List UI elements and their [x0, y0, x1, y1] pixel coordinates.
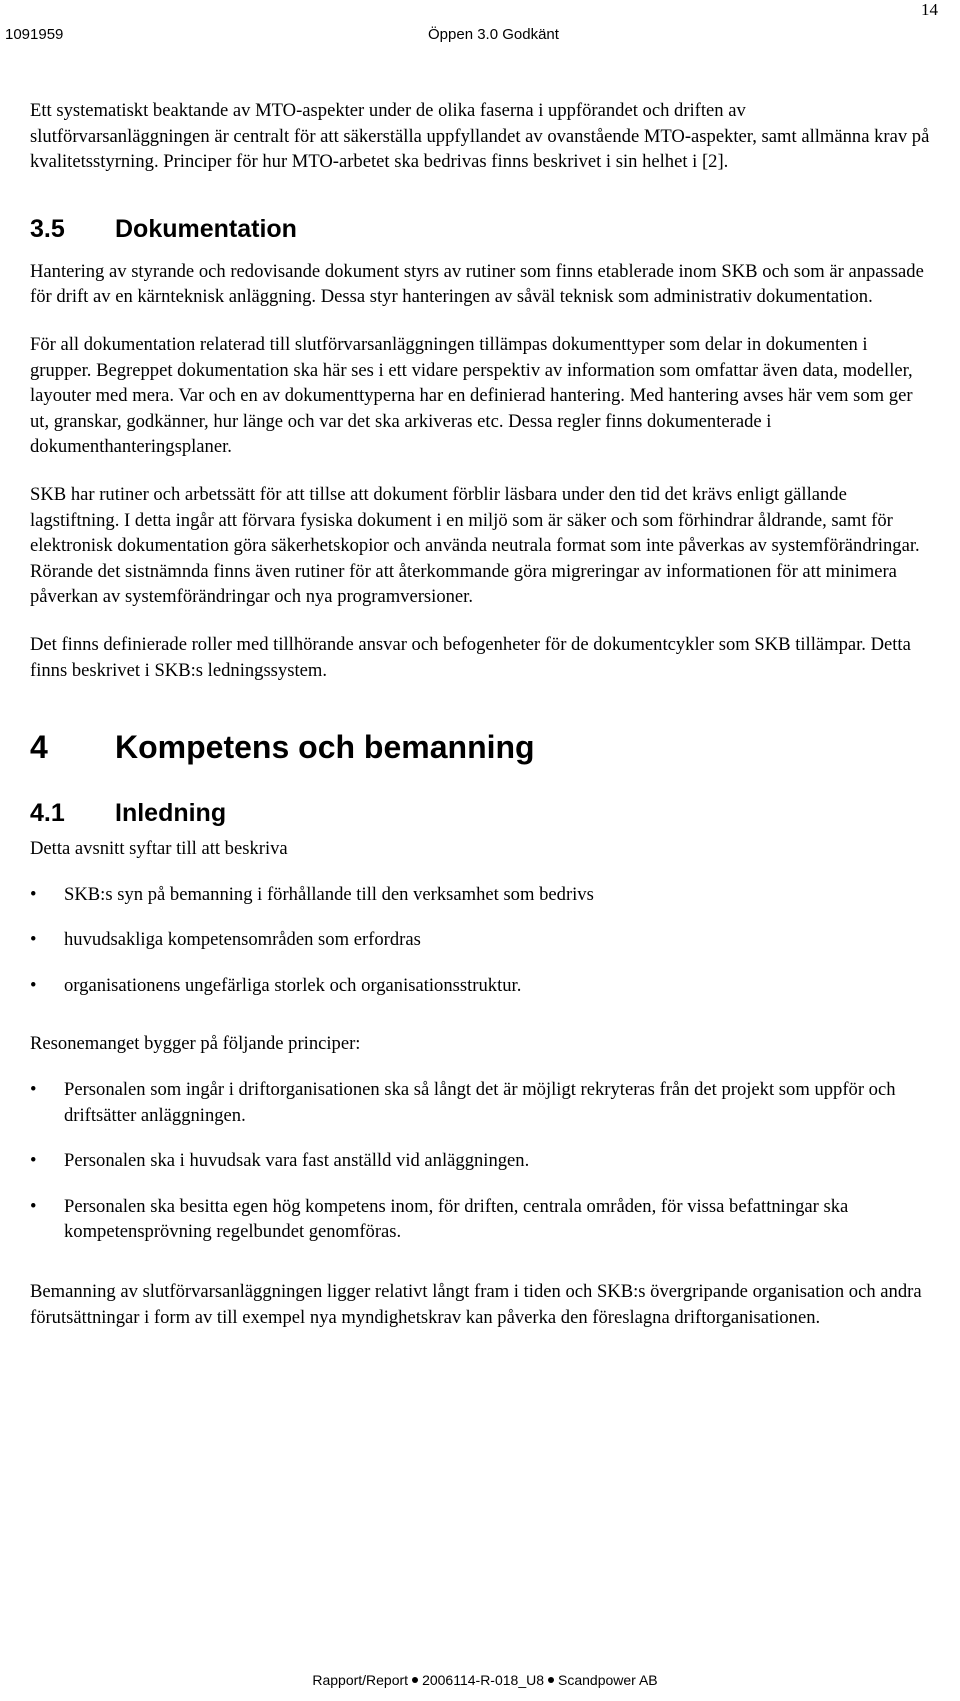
bullet-icon: • [30, 883, 37, 905]
closing-paragraph: Bemanning av slutförvarsanläggningen ligger relativt långt fram i tiden och SKB:s övergripande organisation och andra förutsättningar i form av till exempel nya myndighetskrav kan påverka den föreslagna driftorganisationen. [30, 1281, 922, 1328]
intro-paragraph: Ett systematiskt beaktande av MTO-aspekter under de olika faserna i uppförandet och driften av slutförvarsanläggningen är centralt för att säkerställa uppfyllandet av ovanstående MTO-aspekter, samt allmänna krav på kvalitetsstyrning. Principer för hur MTO-arbetet ska bedrivas finns beskrivet i sin helhet i [2]. [30, 100, 930, 173]
bullet-list-scope [30, 882, 930, 999]
chapter-number: 4 [30, 729, 48, 766]
bullet-separator-icon [548, 1677, 554, 1683]
principles-intro: Resonemanget bygger på följande principer: [30, 1033, 361, 1055]
bullet-separator-icon [412, 1677, 418, 1683]
section-heading-4-1 [30, 798, 930, 828]
footer-report-number: 2006114-R-018_U8 [422, 1672, 545, 1688]
section-heading-3-5 [30, 214, 930, 244]
bullet-icon: • [30, 974, 37, 996]
paragraph: För all dokumentation relaterad till slutförvarsanläggningen tillämpas dokumenttyper som delar in dokumenten i grupper. Begreppet dokumentation ska här ses i ett vidare perspektiv av information som omfattar även data, modeller, layouter med mera. Var och en av dokumenttyperna har en definierad hantering. Med hantering avses här vem som ger ut, granskar, godkänner, hur länge och var det ska arkiveras etc. Dessa regler finns dokumenterade i dokumenthanteringsplaner. [30, 333, 913, 458]
list-item: • SKB:s syn på bemanning i förhållande till den verksamhet som bedrivs [30, 882, 930, 908]
bullet-icon: • [30, 1195, 37, 1217]
document-status: Öppen 3.0 Godkänt [428, 26, 559, 43]
bullet-icon: • [30, 1150, 37, 1172]
footer-report-label: Rapport/Report [312, 1672, 409, 1688]
paragraph: Hantering av styrande och redovisande dokument styrs av rutiner som finns etablerade inom SKB och som är anpassade för drift av en kärnteknisk anläggning. Dessa styr hanteringen av såväl teknisk som administrativ dokumentation. [30, 260, 924, 308]
section-number: 4.1 [30, 799, 65, 828]
list-item: • huvudsakliga kompetensområden som erfordras [30, 927, 930, 953]
footer-company: Scandpower AB [558, 1672, 658, 1688]
page-footer [295, 1672, 675, 1688]
list-item: • Personalen ska besitta egen hög kompetens inom, för driften, centrala områden, för vissa befattningar ska kompetensprövning regelbundet genomföras. [30, 1195, 849, 1243]
section-title: Dokumentation [115, 214, 297, 243]
bullet-icon: • [30, 1079, 37, 1101]
document-id: 1091959 [5, 26, 64, 43]
bullet-icon: • [30, 929, 37, 951]
section-title: Inledning [115, 799, 227, 828]
section-intro: Detta avsnitt syftar till att beskriva [30, 838, 288, 860]
paragraph: Det finns definierade roller med tillhörande ansvar och befogenheter för de dokumentcykler som SKB tillämpar. Detta finns beskrivet i SKB:s ledningssystem. [30, 633, 911, 681]
bullet-list-principles [30, 1077, 930, 1245]
page-number: 14 [921, 0, 938, 19]
chapter-title: Kompetens och bemanning [115, 729, 535, 766]
section-number: 3.5 [30, 214, 65, 243]
page-content [30, 98, 930, 1330]
chapter-heading-4 [30, 728, 930, 766]
list-item: • Personalen som ingår i driftorganisationen ska så långt det är möjligt rekryteras från det projekt som uppför och driftsätter anläggningen. [30, 1079, 896, 1126]
list-item: • organisationens ungefärliga storlek och organisationsstruktur. [30, 973, 930, 999]
paragraph: SKB har rutiner och arbetssätt för att tillse att dokument förblir läsbara under den tid det krävs enligt gällande lagstiftning. I detta ingår att förvara fysiska dokument i en miljö som är säker och som förhindrar åldrande, samt för elektronisk dokumentation göra säkerhetskopior och använda neutrala format som inte påverkas av systemförändringar. Rörande det sistnämnda finns även rutiner för att återkommande göra migreringar av informationen för att minimera påverkan av systemförändringar och nya programversioner. [30, 483, 920, 608]
list-item: • Personalen ska i huvudsak vara fast anställd vid anläggningen. [30, 1148, 930, 1174]
